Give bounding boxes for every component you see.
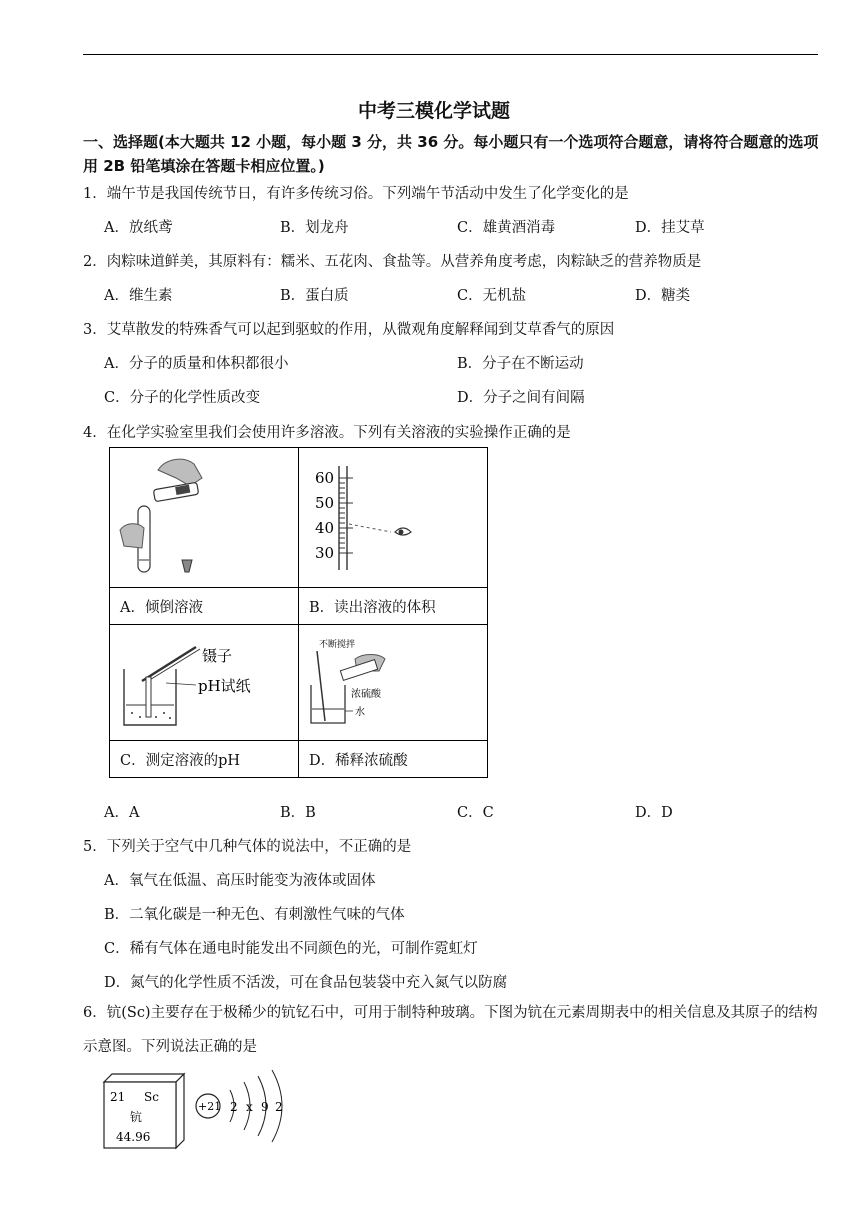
question-1-option-a[interactable]: A．放纸鸢 [104,220,173,236]
pouring-illustration [110,448,298,587]
figure-d-caption: D．稀释浓硫酸 [299,741,488,778]
question-4-option-b[interactable]: B．B [280,805,316,821]
question-3-option-a[interactable]: A．分子的质量和体积都很小 [104,356,289,372]
question-2-option-c[interactable]: C．无机盐 [457,288,527,304]
question-3-option-b[interactable]: B．分子在不断运动 [457,356,584,372]
figure-d-dilution [299,625,488,741]
question-5-option-b[interactable]: B．二氧化碳是一种无色、有刺激性气味的气体 [104,907,405,923]
ph-illustration [110,625,298,740]
question-2-option-d[interactable]: D．糖类 [635,288,691,304]
stir-label: 不断搅拌 [319,640,356,650]
cylinder-illustration [299,448,487,587]
experiment-figure-table [109,447,488,778]
question-2-option-a[interactable]: A．维生素 [104,288,173,304]
element-mass: 44.96 [116,1130,151,1144]
shell-3: 9 [261,1100,269,1114]
shell-2: x [246,1100,253,1114]
element-name: 钪 [130,1110,143,1124]
question-2-stem: 2．肉粽味道鲜美，其原料有：糯米、五花肉、食盐等。从营养角度考虑，肉粽缺乏的营养物质是 [83,254,702,270]
question-3-option-d[interactable]: D．分子之间有间隔 [457,390,585,406]
nucleus-charge: +21 [198,1100,222,1113]
water-label: 水 [355,707,365,718]
tweezers-label: 镊子 [202,647,233,665]
header-rule [83,54,818,55]
shell-4: 2 [275,1100,283,1114]
element-number: 21 [110,1090,126,1104]
question-2-option-b[interactable]: B．蛋白质 [280,288,349,304]
tick-30: 30 [315,544,335,562]
question-3-stem: 3．艾草散发的特殊香气可以起到驱蚊的作用，从微观角度解释闻到艾草香气的原因 [83,322,615,338]
question-4-option-c[interactable]: C．C [457,805,494,821]
figure-c-ph-test [110,625,299,741]
question-4-option-d[interactable]: D．D [635,805,673,821]
question-1-stem: 1．端午节是我国传统节日，有许多传统习俗。下列端午节活动中发生了化学变化的是 [83,186,629,202]
acid-label: 浓硫酸 [351,689,381,700]
question-1-option-c[interactable]: C．雄黄酒消毒 [457,220,556,236]
scandium-figure [100,1068,300,1154]
question-4-stem: 4．在化学实验室里我们会使用许多溶液。下列有关溶液的实验操作正确的是 [83,425,571,441]
section-heading: 一、选择题(本大题共 12 小题，每小题 3 分，共 36 分。每小题只有一个选项符合题意，请将符合题意的选项用 2B 铅笔填涂在答题卡相应位置。) [83,133,819,175]
tick-50: 50 [315,494,335,512]
question-3-option-c[interactable]: C．分子的化学性质改变 [104,390,261,406]
figure-c-caption: C．测定溶液的pH [110,741,299,778]
tick-60: 60 [315,469,335,487]
figure-b-caption: B．读出溶液的体积 [299,588,488,625]
question-5-option-d[interactable]: D．氮气的化学性质不活泼，可在食品包装袋中充入氮气以防腐 [104,975,508,991]
ph-paper-label: pH试纸 [198,677,251,695]
element-symbol: Sc [144,1090,159,1104]
question-1-option-d[interactable]: D．挂艾草 [635,220,705,236]
figure-b-reading-volume [299,448,488,588]
page-title: 中考三模化学试题 [357,100,510,122]
question-5-stem: 5．下列关于空气中几种气体的说法中，不正确的是 [83,839,412,855]
question-5-option-a[interactable]: A．氧气在低温、高压时能变为液体或固体 [104,873,376,889]
question-6-stem: 6．钪(Sc)主要存在于极稀少的钪钇石中，可用于制特种玻璃。下图为钪在元素周期表中的相关信息及其原子的结构示意图。下列说法正确的是 [83,1005,818,1055]
shell-1: 2 [230,1100,238,1114]
question-4-option-a[interactable]: A．A [104,805,140,821]
dilution-illustration [299,625,487,740]
figure-a-pouring [110,448,299,588]
tick-40: 40 [315,519,335,537]
question-1-option-b[interactable]: B．划龙舟 [280,220,349,236]
question-5-option-c[interactable]: C．稀有气体在通电时能发出不同颜色的光，可制作霓虹灯 [104,941,478,957]
figure-a-caption: A．倾倒溶液 [110,588,299,625]
